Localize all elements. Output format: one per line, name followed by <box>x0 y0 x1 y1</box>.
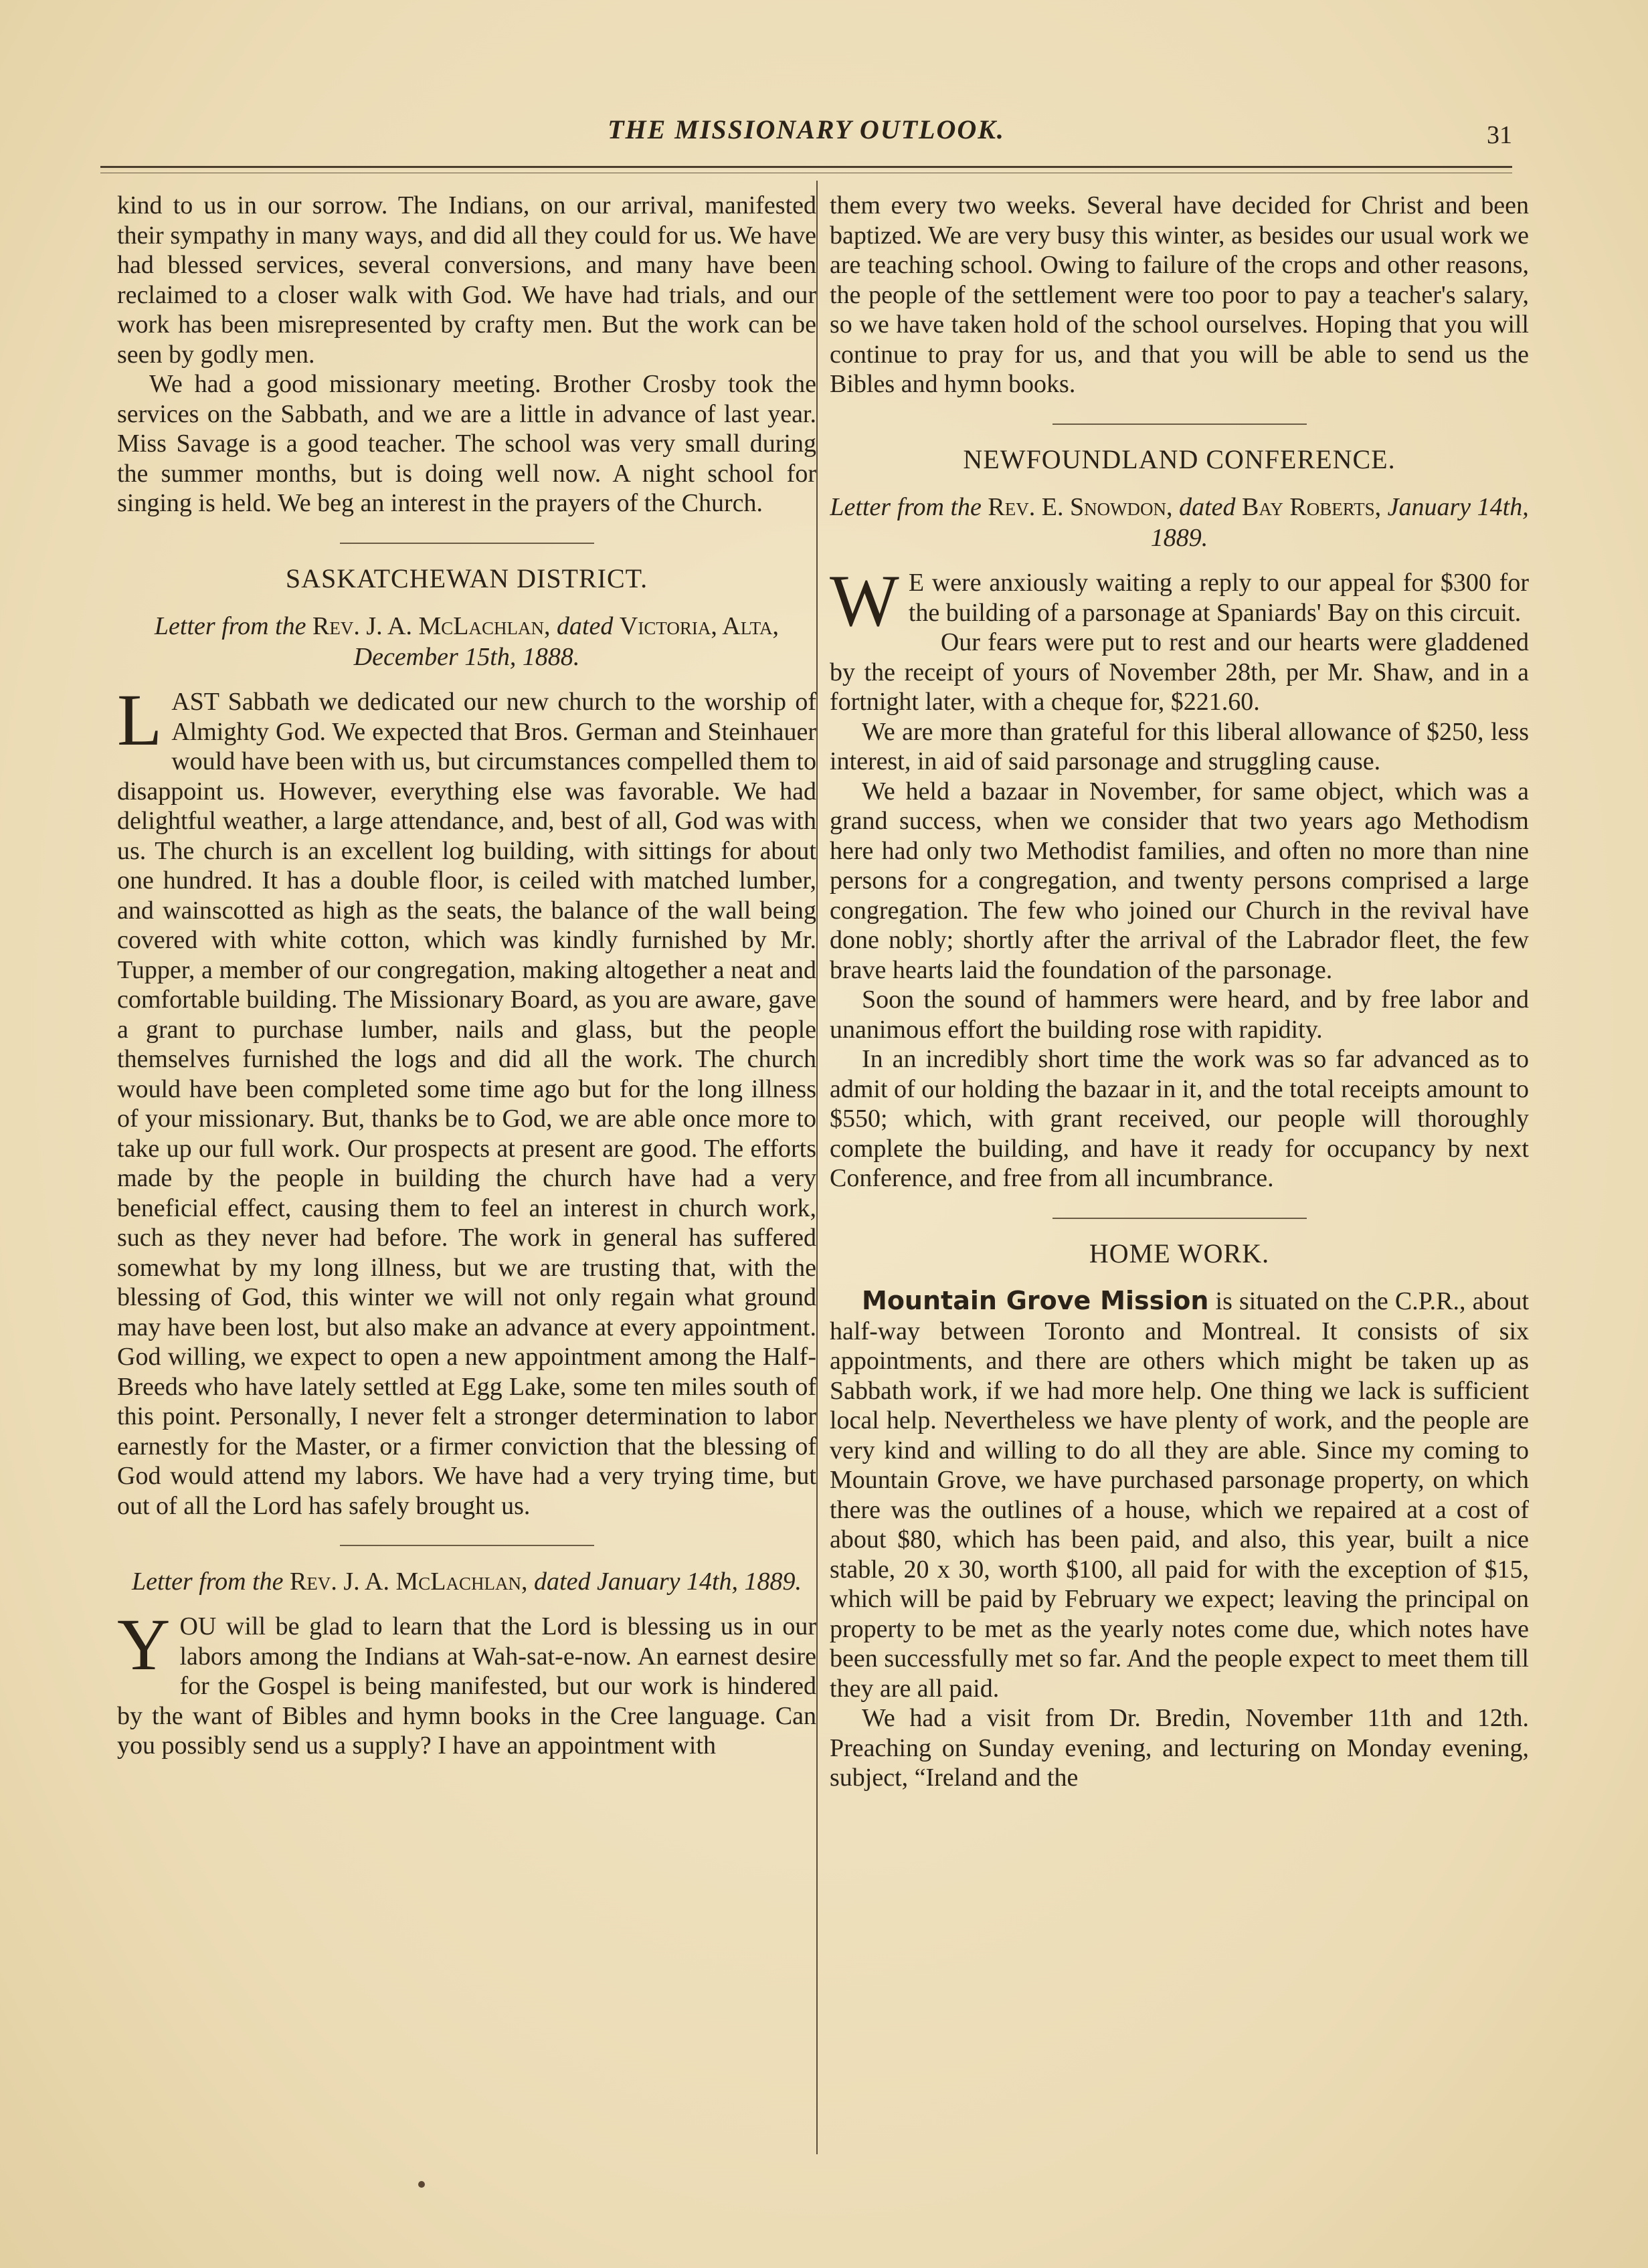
paragraph: We had a good missionary meeting. Brother Crosby took the services on the Sabbath, and we are a little in advance of last year. Miss Savage is a good teacher. The school was very small during the summer months, but is doing well now. A night school for singing is held. We beg an interest in the prayers of the Church. <box>117 370 816 517</box>
letter-intro: Letter from the Rev. E. Snowdon, dated Bay Roberts, January 14th, 1889. <box>830 493 1529 552</box>
right-column <box>830 191 1529 1793</box>
section-rule <box>340 543 594 544</box>
drop-cap: Y <box>117 1604 171 1685</box>
paragraph: We are more than grateful for this liberal allowance of $250, less interest, in aid of said parsonage and struggling cause. <box>830 717 1529 775</box>
paragraph: We had a visit from Dr. Bredin, November 11th and 12th. Preaching on Sunday evening, and lecturing on Monday evening, subject, “Ireland and the <box>830 1704 1529 1792</box>
letter-body: LAST Sabbath we dedicated our new church to the worship of Almighty God. We expected that Bros. German and Steinhauer would have been with us, but circumstances compelled them to disappoint us. However, everything else was favorable. We had delightful weather, a large attendance, and, best of all, God was with us. The church is an excellent log building, with sittings for about one hundred. It has a double floor, is ceiled with matched lumber, and wainscotted as high as the seats, the balance of the wall being covered with white cotton, which was kindly furnished by Mr. Tupper, a member of our congregation, making altogether a neat and comfortable building. The Missionary Board, as you are aware, gave a grant to purchase lumber, nails and glass, but the people themselves furnished the logs and did all the work. The church would have been completed some time ago but for the long illness of your missionary. But, thanks be to God, we are able once more to take up our full work. Our prospects at present are good. The efforts made by the people in building the church have had a very beneficial effect, causing them to feel an interest in church work, such as they never had before. The work in general has suffered somewhat by my long illness, but we are trusting that, with the blessing of God, this winter we will not only regain what ground may have been lost, but also make an advance at every appointment. God willing, we expect to open a new appointment among the Half-Breeds who have lately settled at Egg Lake, some ten miles south of this point. Personally, I never felt a stronger determination to labor earnestly for the Master, or a firmer conviction that the blessing of God would attend my labors. We have had a very trying time, but out of all the Lord has safely brought us. <box>117 679 816 1520</box>
column-divider <box>816 181 818 2154</box>
running-title: THE MISSIONARY OUTLOOK. <box>608 114 1005 145</box>
section-heading-home-work: HOME WORK. <box>1089 1238 1270 1268</box>
section-rule <box>1052 1218 1307 1219</box>
mission-name: Mountain Grove Mission <box>862 1286 1209 1315</box>
continued-paragraph: them every two weeks. Several have decided for Christ and been baptized. We are very busy this winter, as besides our usual work we are teaching school. Owing to failure of the crops and other reasons, the people of the settlement were too poor to pay a teacher's salary, so we have taken hold of the school ourselves. Hoping that you will continue to pray for us, and that you will be able to send us the Bibles and hymn books. <box>830 191 1529 398</box>
letter-intro: Letter from the Rev. J. A. McLachlan, dated January 14th, 1889. <box>131 1568 802 1596</box>
drop-cap: L <box>117 679 163 761</box>
letter-body: W E were anxiously waiting a reply to our appeal for $300 for the building of a parsonage at Spaniards' Bay on this circuit. <box>830 560 1529 642</box>
page-number: 31 <box>1487 121 1512 149</box>
section-rule <box>340 1545 594 1546</box>
paragraph: We held a bazaar in November, for same object, which was a grand success, when we consider that two years ago Methodism here had only two Methodist families, and often no more than nine persons for a congregation, and twenty persons comprised a large congregation. The few who joined our Church in the revival have done nobly; shortly after the arrival of the Labrador fleet, the few brave hearts laid the foundation of the parsonage. <box>830 777 1529 984</box>
paragraph: Our fears were put to rest and our hearts were gladdened by the receipt of yours of November 28th, per Mr. Shaw, and in a fortnight later, with a cheque for, $221.60. <box>830 628 1529 716</box>
section-rule <box>1052 423 1307 425</box>
page-header <box>100 107 1512 167</box>
paragraph: In an incredibly short time the work was so far advanced as to admit of our holding the bazaar in it, and the total receipts amount to $550; which, with grant received, our people will thoroughly complete the building, and have it ready for occupancy by next Conference, and free from all incumbrance. <box>830 1045 1529 1192</box>
ink-dot <box>418 2181 425 2188</box>
letter-body: YOU will be glad to learn that the Lord is blessing us in our labors among the Indians at Wah-sat-e-now. An earnest desire for the Gospel is being manifested, but our work is hindered by the want of Bibles and hymn books in the Cree language. Can you possibly send us a supply? I have an appointment with <box>117 1604 816 1760</box>
drop-cap: W <box>830 560 899 642</box>
left-column <box>117 191 816 1761</box>
section-heading-saskatchewan: SASKATCHEWAN DISTRICT. <box>285 563 648 593</box>
section-heading-newfoundland: NEWFOUNDLAND CONFERENCE. <box>963 444 1396 474</box>
continued-paragraph: kind to us in our sorrow. The Indians, on our arrival, manifested their sympathy in many ways, and did all they could for us. We have had blessed services, several conversions, and many have been reclaimed to a closer walk with God. We have had trials, and our work has been misrepresented by crafty men. But the work can be seen by godly men. <box>117 191 816 369</box>
paragraph: Soon the sound of hammers were heard, and by free labor and unanimous effort the building rose with rapidity. <box>830 985 1529 1044</box>
paragraph: Mountain Grove Mission is situated on the C.P.R., about half-way between Toronto and Montreal. It consists of six appointments, and there are others which might be taken up as Sabbath work, if we had more help. One thing we lack is sufficient local help. Nevertheless we have plenty of work, and the people are very kind and willing to do all they are able. Since my coming to Mountain Grove, we have purchased parsonage property, on which there was the outlines of a house, which we repaired at a cost of about $80, which has been paid, and also, this year, built a nice stable, 20 x 30, worth $100, all paid for with the exception of $15, which will be paid by February we expect; leaving the principal on property to be met as the yearly notes come due, which notes have been successfully met so far. And the people expect to meet them till they are all paid. <box>830 1286 1530 1703</box>
letter-intro: Letter from the Rev. J. A. McLachlan, dated Victoria, Alta, December 15th, 1888. <box>154 612 780 671</box>
header-rule <box>100 166 1512 168</box>
